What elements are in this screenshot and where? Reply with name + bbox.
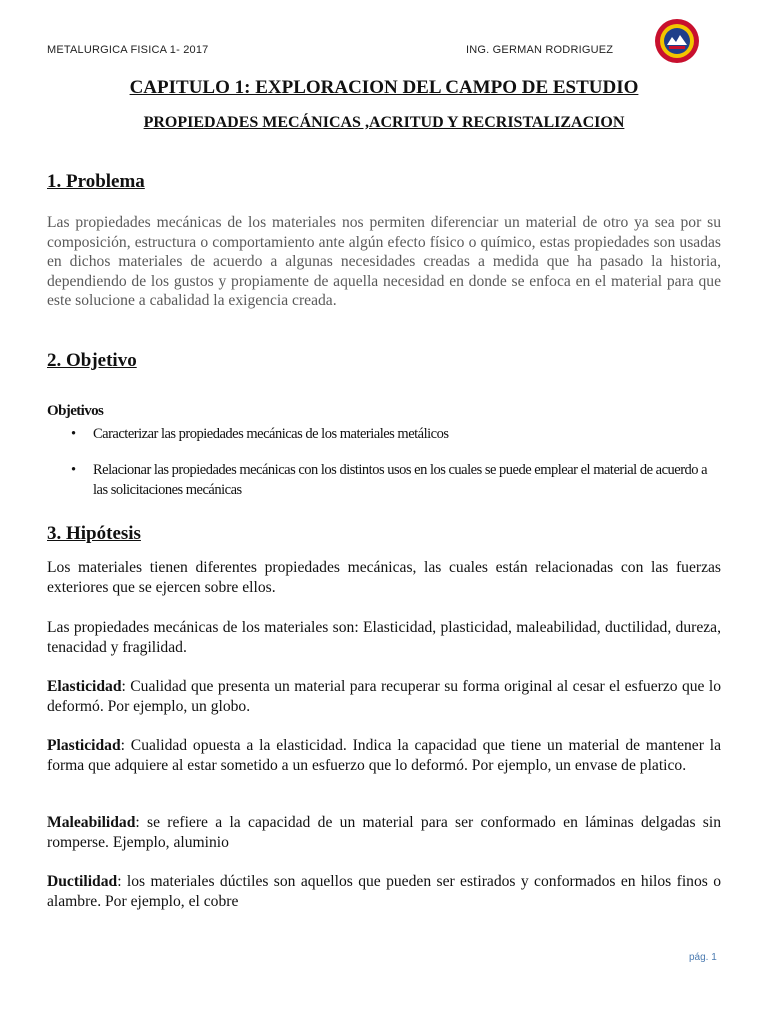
objectives-list	[47, 424, 721, 500]
definition-term: Elasticidad	[47, 678, 122, 695]
bullet-icon: •	[71, 426, 76, 442]
hypothesis-intro-2: Las propiedades mecánicas de los materiales son: Elasticidad, plasticidad, maleabilidad, ductilidad, dureza, tenacidad y fragilidad.	[47, 619, 721, 656]
definition-text: : Cualidad que presenta un material para recuperar su forma original al cesar el esfuerzo que lo deformó. Por ejemplo, un globo.	[47, 678, 721, 715]
definition-term: Plasticidad	[47, 737, 121, 754]
definition-text: : se refiere a la capacidad de un material para ser conformado en láminas delgadas sin romperse. Ejemplo, aluminio	[47, 814, 721, 851]
section-heading-objetivo: 2. Objetivo	[47, 350, 137, 371]
chapter-title: CAPITULO 1: EXPLORACION DEL CAMPO DE ESTUDIO	[129, 77, 639, 98]
definition-text: : los materiales dúctiles son aquellos que pueden ser estirados y conformados en hilos finos o alambre. Por ejemplo, el cobre	[47, 873, 721, 910]
definition-ductilidad	[47, 872, 721, 911]
chapter-subtitle: PROPIEDADES MECÁNICAS ,ACRITUD Y RECRISTALIZACION	[143, 114, 625, 131]
problem-paragraph: Las propiedades mecánicas de los materiales nos permiten diferenciar un material de otro ya sea por su composición, estructura o comportamiento ante algún efecto físico o químico, estas propiedades son usadas en dichos materiales de acuerdo a algunas necesidades creadas a medida que ha pasado la historia, dependiendo de los gustos y propiamente de aquella necesidad en donde se enfoca en el material para que este solucione a cabalidad la exigencia creada.	[47, 214, 721, 310]
bullet-icon: •	[71, 462, 76, 478]
section-heading-problema: 1. Problema	[47, 171, 145, 192]
definition-maleabilidad	[47, 813, 721, 852]
page-number: pág. 1	[689, 952, 717, 963]
list-item	[47, 460, 721, 500]
section-heading-hipotesis: 3. Hipótesis	[47, 523, 141, 544]
header-course: METALURGICA FISICA 1- 2017	[47, 44, 209, 56]
definition-term: Ductilidad	[47, 873, 118, 890]
objectives-subheading: Objetivos	[47, 403, 104, 419]
hypothesis-intro-1: Los materiales tienen diferentes propiedades mecánicas, las cuales están relacionadas con las fuerzas exteriores que se ejercen sobre ellos.	[47, 559, 721, 596]
definition-term: Maleabilidad	[47, 814, 136, 831]
list-item	[47, 424, 721, 444]
objective-text: Caracterizar las propiedades mecánicas de los materiales metálicos	[93, 426, 449, 442]
definition-text: : Cualidad opuesta a la elasticidad. Indica la capacidad que tiene un material de mantener la forma que adquiere al estar sometido a un esfuerzo que lo deformó. Por ejemplo, un envase de platico.	[47, 737, 721, 774]
header-author: ING. GERMAN RODRIGUEZ	[466, 44, 614, 56]
definition-plasticidad	[47, 736, 721, 775]
definition-elasticidad	[47, 677, 721, 716]
university-seal-icon	[654, 18, 700, 64]
objective-text: Relacionar las propiedades mecánicas con los distintos usos en los cuales se puede emplear el material de acuerdo a las solicitaciones mecánicas	[93, 462, 708, 498]
